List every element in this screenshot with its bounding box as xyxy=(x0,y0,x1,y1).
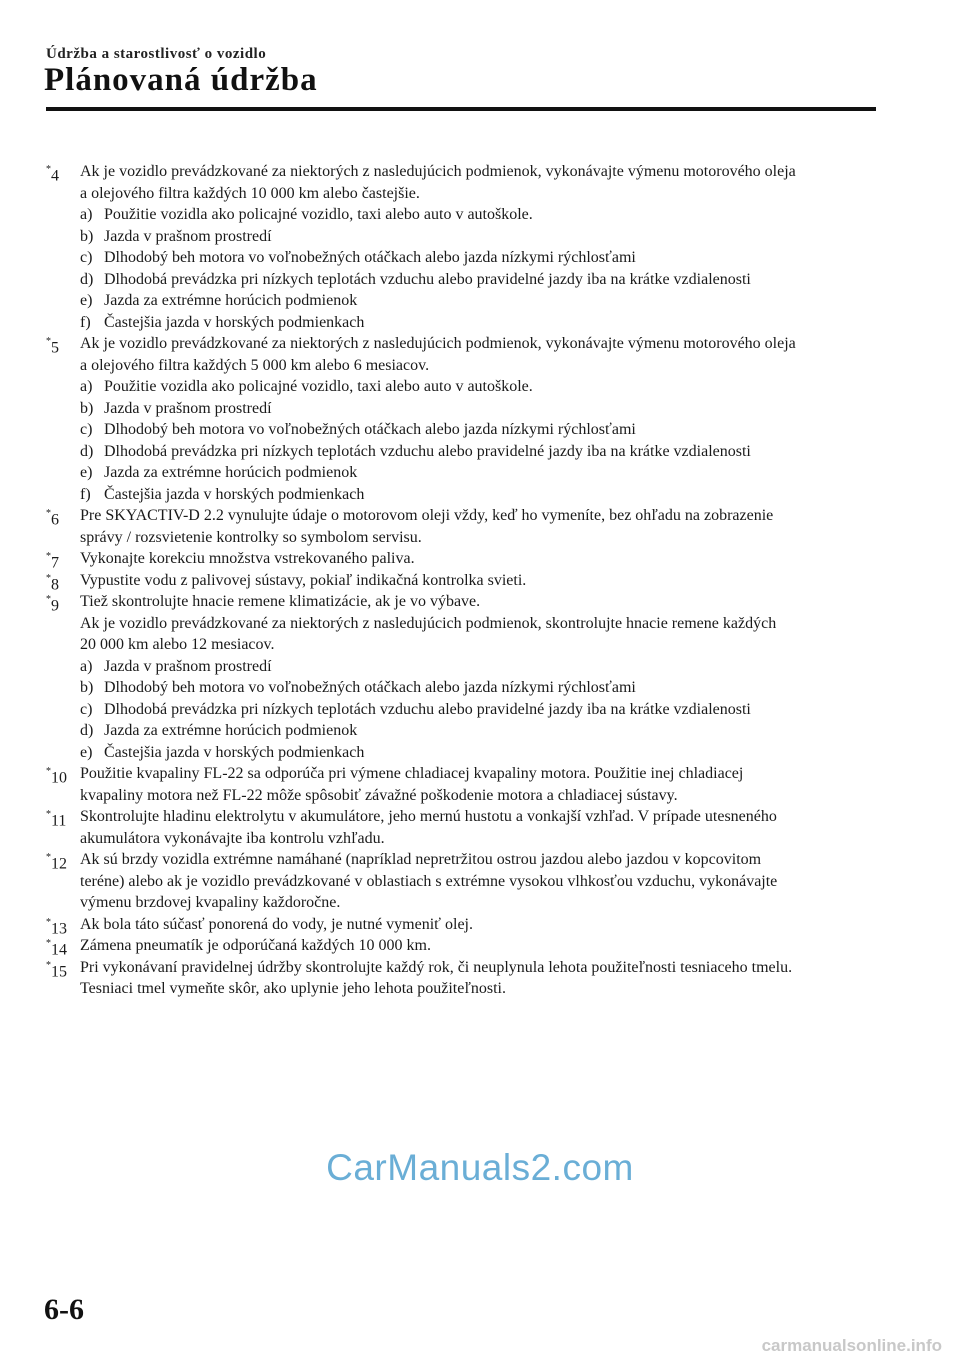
condition-text: Jazda za extrémne horúcich podmienok xyxy=(104,292,358,309)
footnote-index: 13 xyxy=(51,919,67,937)
footnote-asterisk: * xyxy=(46,766,51,777)
footnote-text-line: 20 000 km alebo 12 mesiacov. xyxy=(80,636,275,653)
footnote-asterisk: * xyxy=(46,959,51,971)
condition-text: Dlhodobá prevádzka pri nízkych teplotách vzduchu alebo pravidelné jazdy iba na krátke vzdialenosti xyxy=(104,270,751,288)
condition-letter: e) xyxy=(80,292,93,309)
footnote-index: 5 xyxy=(51,339,59,357)
footnote-text-line: Pri vykonávaní pravidelnej údržby skontrolujte každý rok, či neuplynula lehota použiteľnosti tesniaceho tmelu. xyxy=(80,958,793,976)
condition-list-item xyxy=(80,677,880,699)
condition-text: Dlhodobý beh motora vo voľnobežných otáčkach alebo jazda nízkymi rýchlosťami xyxy=(104,421,636,438)
condition-list-item xyxy=(80,226,880,248)
footnote-asterisk: * xyxy=(46,852,51,863)
footnote-number xyxy=(46,763,67,789)
condition-text: Jazda za extrémne horúcich podmienok xyxy=(104,464,358,481)
footnote xyxy=(46,570,880,592)
condition-letter: c) xyxy=(80,700,93,718)
footnote-text-line: Skontrolujte hladinu elektrolytu v akumulátore, jeho mernú hustotu a vonkajší vzhľad. V prípade utesneného xyxy=(80,808,777,825)
footnote-text-line: kvapaliny motora než FL-22 môže spôsobiť závažné poškodenie motora a chladiacej sústavy. xyxy=(80,786,678,804)
footnote xyxy=(46,591,880,763)
footnote-number xyxy=(46,505,59,531)
footnote xyxy=(46,161,880,333)
condition-letter: a) xyxy=(80,378,93,395)
footnote-number xyxy=(46,957,67,983)
footnote-text-line: Tiež skontrolujte hnacie remene klimatizácie, ak je vo výbave. xyxy=(80,593,481,610)
footnote-index: 14 xyxy=(51,941,67,959)
condition-list-item xyxy=(80,699,880,721)
condition-letter: d) xyxy=(80,270,94,288)
footnote-asterisk: * xyxy=(46,809,51,820)
condition-text: Použitie vozidla ako policajné vozidlo, taxi alebo auto v autoškole. xyxy=(104,378,533,395)
condition-letter: b) xyxy=(80,679,94,696)
footnote xyxy=(46,849,880,914)
condition-text: Dlhodobý beh motora vo voľnobežných otáčkach alebo jazda nízkymi rýchlosťami xyxy=(104,249,636,266)
watermark-text: CarManuals2.com xyxy=(326,1147,634,1188)
condition-letter: b) xyxy=(80,227,94,245)
footnote-text-line: Ak je vozidlo prevádzkované za niektorých z nasledujúcich podmienok, vykonávajte výmenu motorového oleja xyxy=(80,335,796,352)
condition-list-item xyxy=(80,462,880,484)
footnote-index: 15 xyxy=(51,962,67,980)
condition-text: Častejšia jazda v horských podmienkach xyxy=(104,485,365,503)
condition-list-item xyxy=(80,742,880,764)
condition-list-item xyxy=(80,484,880,506)
footnote-text-line: Tesniaci tmel vymeňte skôr, ako uplynie jeho lehota použiteľnosti. xyxy=(80,980,506,997)
footnote-text-line: Ak je vozidlo prevádzkované za niektorých z nasledujúcich podmienok, vykonávajte výmenu motorového oleja xyxy=(80,163,796,180)
condition-letter: f) xyxy=(80,485,91,503)
footnote-index: 4 xyxy=(51,167,59,185)
condition-list-item xyxy=(80,441,880,463)
condition-list-item xyxy=(80,312,880,334)
footnote-text-line: výmenu brzdovej kvapaliny každoročne. xyxy=(80,894,341,911)
footnote-index: 10 xyxy=(51,769,67,787)
condition-text: Jazda v prašnom prostredí xyxy=(104,657,272,675)
condition-text: Častejšia jazda v horských podmienkach xyxy=(104,313,365,331)
footnote xyxy=(46,548,880,570)
condition-list-item xyxy=(80,398,880,420)
condition-text: Dlhodobý beh motora vo voľnobežných otáčkach alebo jazda nízkymi rýchlosťami xyxy=(104,679,636,696)
condition-list-item xyxy=(80,247,880,269)
condition-letter: d) xyxy=(80,722,94,739)
condition-list-item xyxy=(80,290,880,312)
condition-letter: a) xyxy=(80,657,93,675)
condition-list-item xyxy=(80,376,880,398)
condition-letter: c) xyxy=(80,421,93,438)
footnotes-list xyxy=(46,161,880,1000)
page-title: Plánovaná údržba xyxy=(44,62,318,98)
footnote-asterisk: * xyxy=(46,916,51,928)
footnote-text-line: Ak sú brzdy vozidla extrémne namáhané (napríklad nepretržitou ostrou jazdou alebo jazdou v kopcovitom xyxy=(80,851,762,868)
condition-text: Jazda za extrémne horúcich podmienok xyxy=(104,722,358,739)
footnote xyxy=(46,935,880,957)
footnote-index: 7 xyxy=(51,554,59,572)
footnote-index: 11 xyxy=(51,812,67,830)
footnote-asterisk: * xyxy=(46,938,51,949)
footnote-text-line: Vykonajte korekciu množstva vstrekovaného paliva. xyxy=(80,550,415,567)
condition-text: Jazda v prašnom prostredí xyxy=(104,227,272,245)
header-divider xyxy=(46,107,876,111)
footnote-asterisk: * xyxy=(46,164,51,175)
condition-list-item xyxy=(80,269,880,291)
condition-text: Dlhodobá prevádzka pri nízkych teplotách vzduchu alebo pravidelné jazdy iba na krátke vzdialenosti xyxy=(104,442,751,460)
footnote xyxy=(46,505,880,548)
condition-list-item xyxy=(80,656,880,678)
condition-text: Častejšia jazda v horských podmienkach xyxy=(104,743,365,761)
footnote-asterisk: * xyxy=(46,572,51,584)
condition-text: Dlhodobá prevádzka pri nízkych teplotách vzduchu alebo pravidelné jazdy iba na krátke vzdialenosti xyxy=(104,700,751,718)
footnote-text-line: akumulátora vykonávajte iba kontrolu vzhľadu. xyxy=(80,829,385,847)
footnote xyxy=(46,914,880,936)
condition-text: Jazda v prašnom prostredí xyxy=(104,399,272,417)
footer-watermark: carmanualsonline.info xyxy=(761,1336,942,1355)
section-heading: Údržba a starostlivosť o vozidlo xyxy=(46,46,267,62)
footnote-text-line: a olejového filtra každých 10 000 km alebo častejšie. xyxy=(80,184,420,202)
footnote xyxy=(46,763,880,806)
condition-letter: c) xyxy=(80,249,93,266)
footnote-asterisk: * xyxy=(46,594,51,605)
condition-list-item xyxy=(80,204,880,226)
footnote-text-line: Ak bola táto súčasť ponorená do vody, je nutné vymeniť olej. xyxy=(80,915,473,933)
footnote xyxy=(46,806,880,849)
condition-letter: b) xyxy=(80,399,94,417)
footnote-number xyxy=(46,849,67,875)
condition-letter: e) xyxy=(80,743,93,761)
footnote xyxy=(46,333,880,505)
footnote-index: 9 xyxy=(51,597,59,615)
condition-text: Použitie vozidla ako policajné vozidlo, taxi alebo auto v autoškole. xyxy=(104,206,533,223)
footnote-text-line: Ak je vozidlo prevádzkované za niektorých z nasledujúcich podmienok, skontrolujte hnacie remene každých xyxy=(80,614,777,632)
condition-letter: a) xyxy=(80,206,93,223)
footnote-number xyxy=(46,591,59,617)
condition-letter: e) xyxy=(80,464,93,481)
footnote-number xyxy=(46,806,66,832)
page-number: 6-6 xyxy=(44,1293,84,1326)
footnote-text-line: Pre SKYACTIV-D 2.2 vynulujte údaje o motorovom oleji vždy, keď ho vymeníte, bez ohľadu na zobrazenie xyxy=(80,507,774,524)
footnote-text-line: správy / rozsvietenie kontrolky so symbolom servisu. xyxy=(80,528,422,546)
condition-list-item xyxy=(80,720,880,742)
footnote-asterisk: * xyxy=(46,336,51,347)
footnote-text-line: Použitie kvapaliny FL-22 sa odporúča pri výmene chladiacej kvapaliny motora. Použitie inej chladiacej xyxy=(80,765,744,782)
footnote-text-line: teréne) alebo ak je vozidlo prevádzkované v oblastiach s extrémne vysokou vlhkosťou vzduchu, vykonávajte xyxy=(80,872,778,890)
footnote-asterisk: * xyxy=(46,551,51,562)
footnote-index: 8 xyxy=(51,575,59,593)
footnote-text-line: a olejového filtra každých 5 000 km alebo 6 mesiacov. xyxy=(80,356,430,374)
condition-letter: f) xyxy=(80,313,91,331)
footnote-text-line: Zámena pneumatík je odporúčaná každých 10 000 km. xyxy=(80,937,431,954)
footnote-asterisk: * xyxy=(46,508,51,519)
footnote-index: 6 xyxy=(51,511,59,529)
footnote-number xyxy=(46,333,59,359)
footnote-index: 12 xyxy=(51,855,67,873)
footnote-text-line: Vypustite vodu z palivovej sústavy, pokiaľ indikačná kontrolka svieti. xyxy=(80,571,527,589)
condition-list-item xyxy=(80,419,880,441)
footnote-number xyxy=(46,161,59,187)
footnote xyxy=(46,957,880,1000)
condition-letter: d) xyxy=(80,442,94,460)
